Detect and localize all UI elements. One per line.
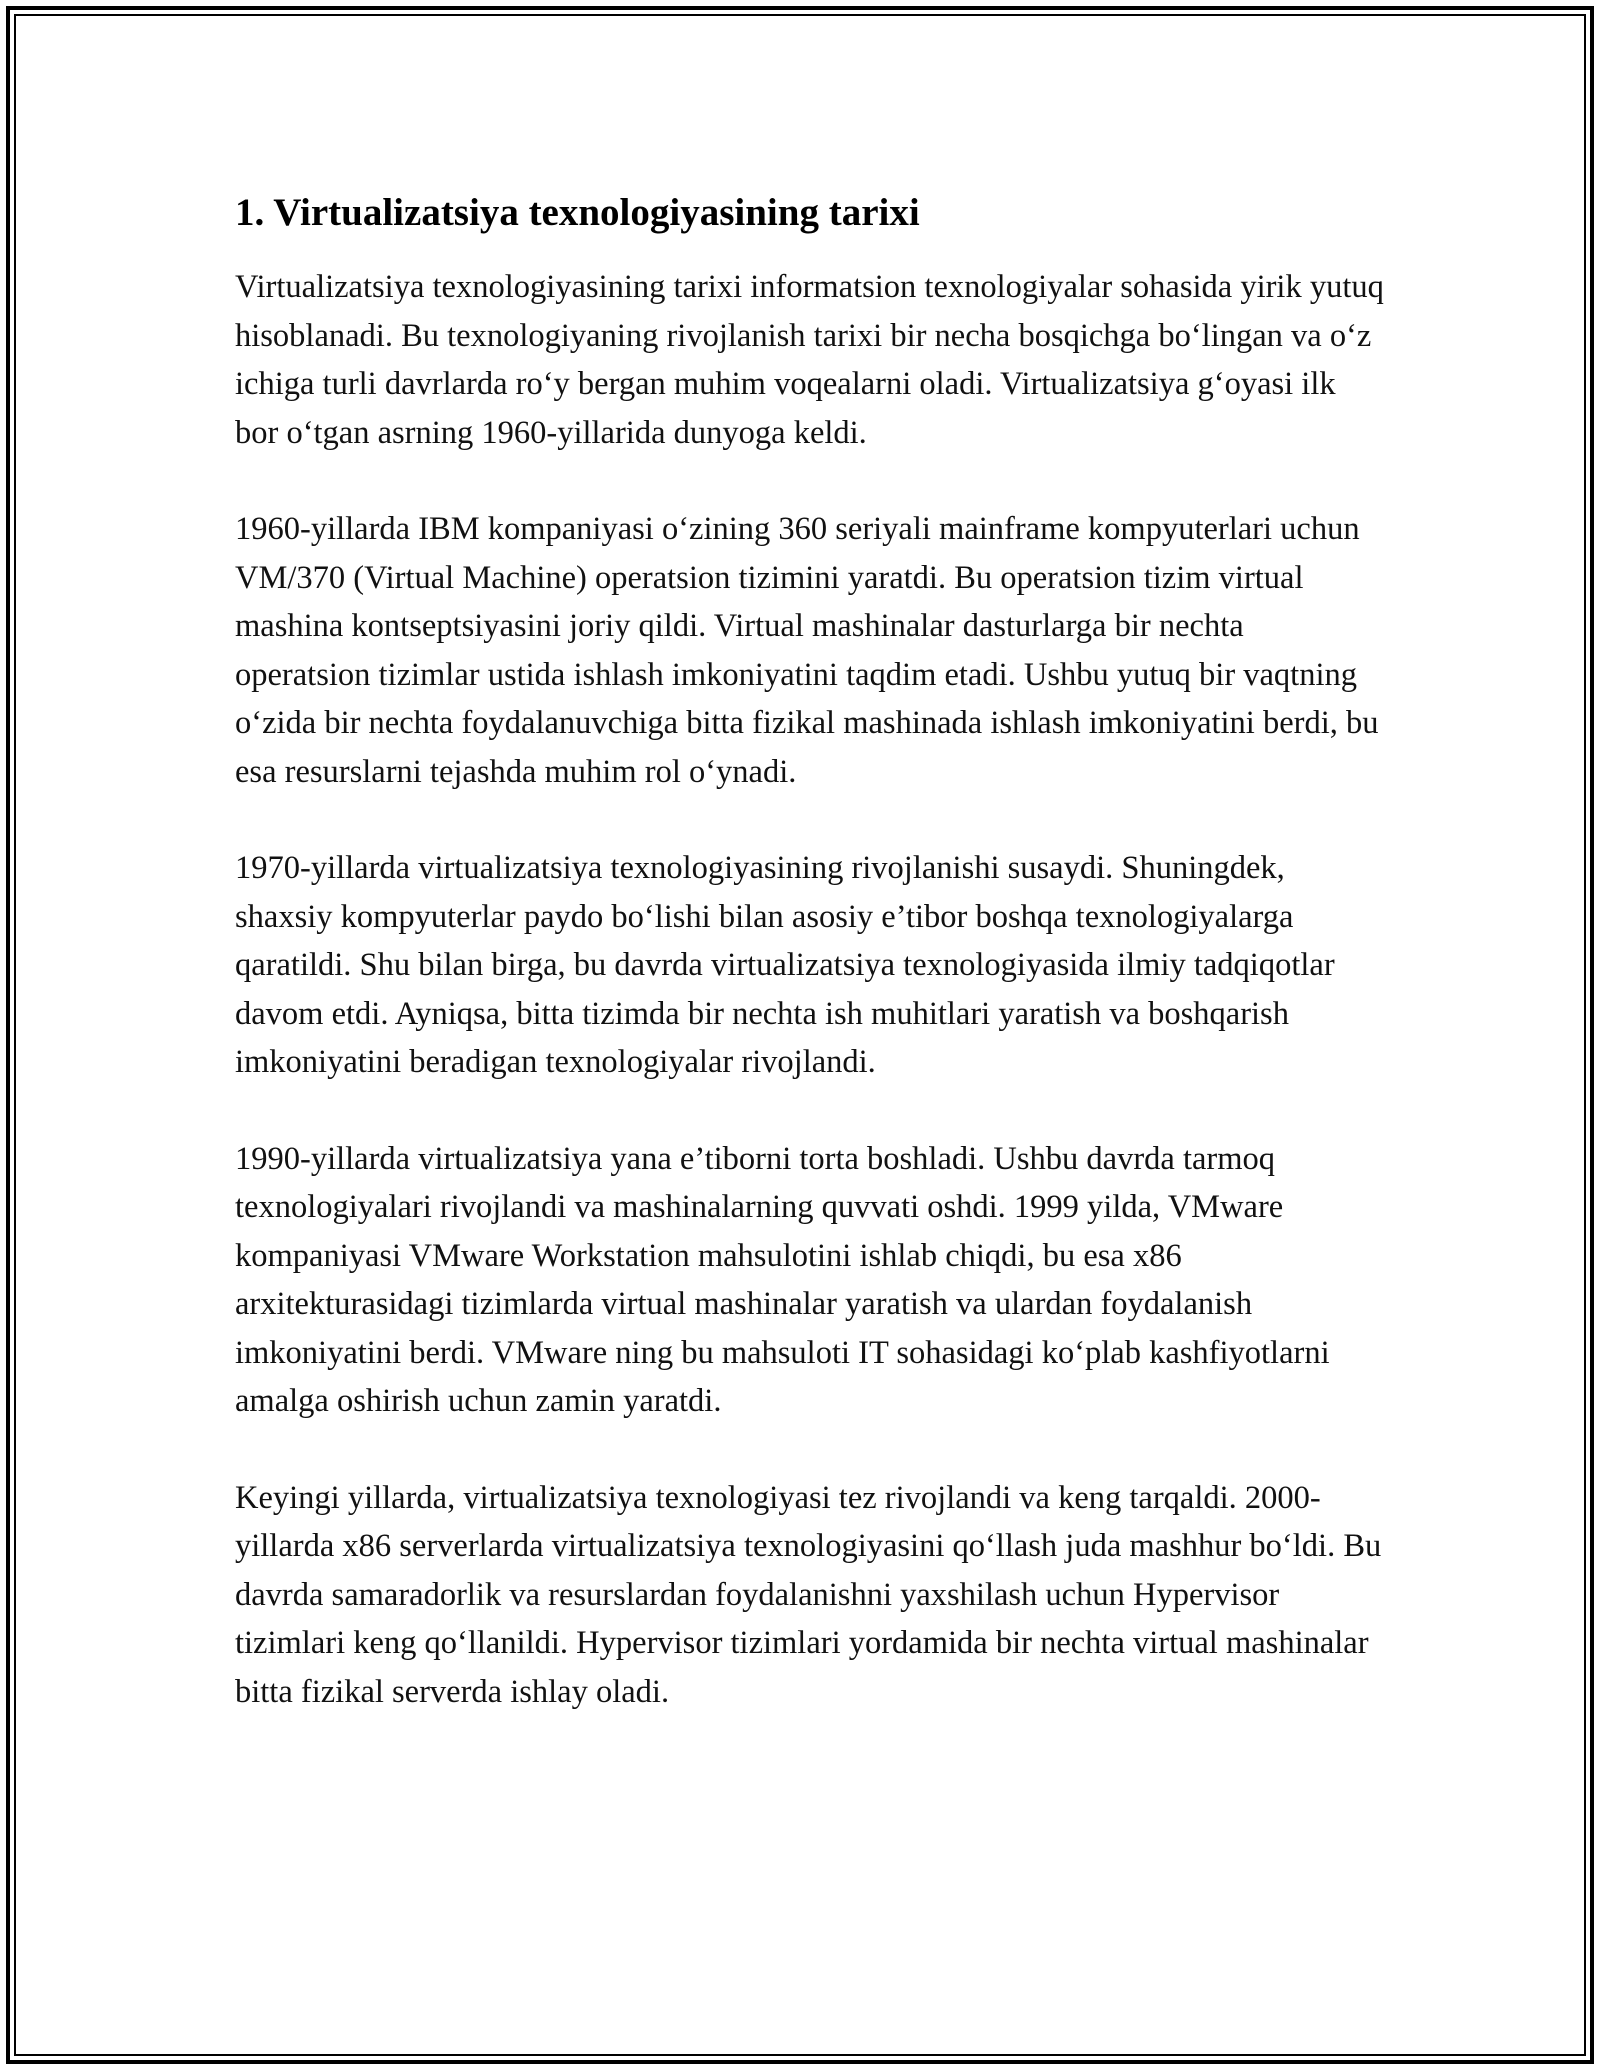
document-body: [235, 187, 1385, 1764]
paragraph-2000s: Keyingi yillarda, virtualizatsiya texnologiyasi tez rivojlandi va keng tarqaldi. 2000-yillarda x86 serverlarda virtualizatsiya texnologiyasini qo‘llash juda mashhur bo‘ldi. Bu davrda samaradorlik va resurslardan foydalanishni yaxshilash uchun Hypervisor tizimlari keng qo‘llanildi. Hypervisor tizimlari yordamida bir nechta virtual mashinalar bitta fizikal serverda ishlay oladi.: [235, 1479, 1382, 1710]
paragraph-1970s: 1970-yillarda virtualizatsiya texnologiyasining rivojlanishi susaydi. Shuningdek, shaxsiy kompyuterlar paydo bo‘lishi bilan asosiy e’tibor boshqa texnologiyalarga qaratildi. Shu bilan birga, bu davrda virtualizatsiya texnologiyasida ilmiy tadqiqotlar davom etdi. Ayniqsa, bitta tizimda bir nechta ish muhitlari yaratish va boshqarish imkoniyatini beradigan texnologiyalar rivojlandi.: [235, 850, 1335, 1080]
section-heading: 1. Virtualizatsiya texnologiyasining tarixi: [235, 191, 920, 234]
paragraph-1960s: 1960-yillarda IBM kompaniyasi o‘zining 360 seriyali mainframe kompyuterlari uchun VM/370 (Virtual Machine) operatsion tizimini yaratdi. Bu operatsion tizim virtual mashina kontseptsiyasini joriy qildi. Virtual mashinalar dasturlarga bir nechta operatsion tizimlar ustida ishlash imkoniyatini taqdim etadi. Ushbu yutuq bir vaqtning o‘zida bir nechta foydalanuvchiga bitta fizikal mashinada ishlash imkoniyatini berdi, bu esa resurslarni tejashda muhim rol o‘ynadi.: [235, 511, 1379, 790]
paragraph-1990s: 1990-yillarda virtualizatsiya yana e’tiborni torta boshladi. Ushbu davrda tarmoq texnologiyalari rivojlandi va mashinalarning quvvati oshdi. 1999 yilda, VMware kompaniyasi VMware Workstation mahsulotini ishlab chiqdi, bu esa x86 arxitekturasidagi tizimlarda virtual mashinalar yaratish va ulardan foydalanish imkoniyatini berdi. VMware ning bu mahsuloti IT sohasidagi ko‘plab kashfiyotlarni amalga oshirish uchun zamin yaratdi.: [235, 1140, 1330, 1419]
paragraph-intro: Virtualizatsiya texnologiyasining tarixi informatsion texnologiyalar sohasida yirik yutuq hisoblanadi. Bu texnologiyaning rivojlanish tarixi bir necha bosqichga bo‘lingan va o‘z ichiga turli davrlarda ro‘y bergan muhim voqealarni oladi. Virtualizatsiya g‘oyasi ilk bor o‘tgan asrning 1960-yillarida dunyoga keldi.: [235, 269, 1384, 451]
